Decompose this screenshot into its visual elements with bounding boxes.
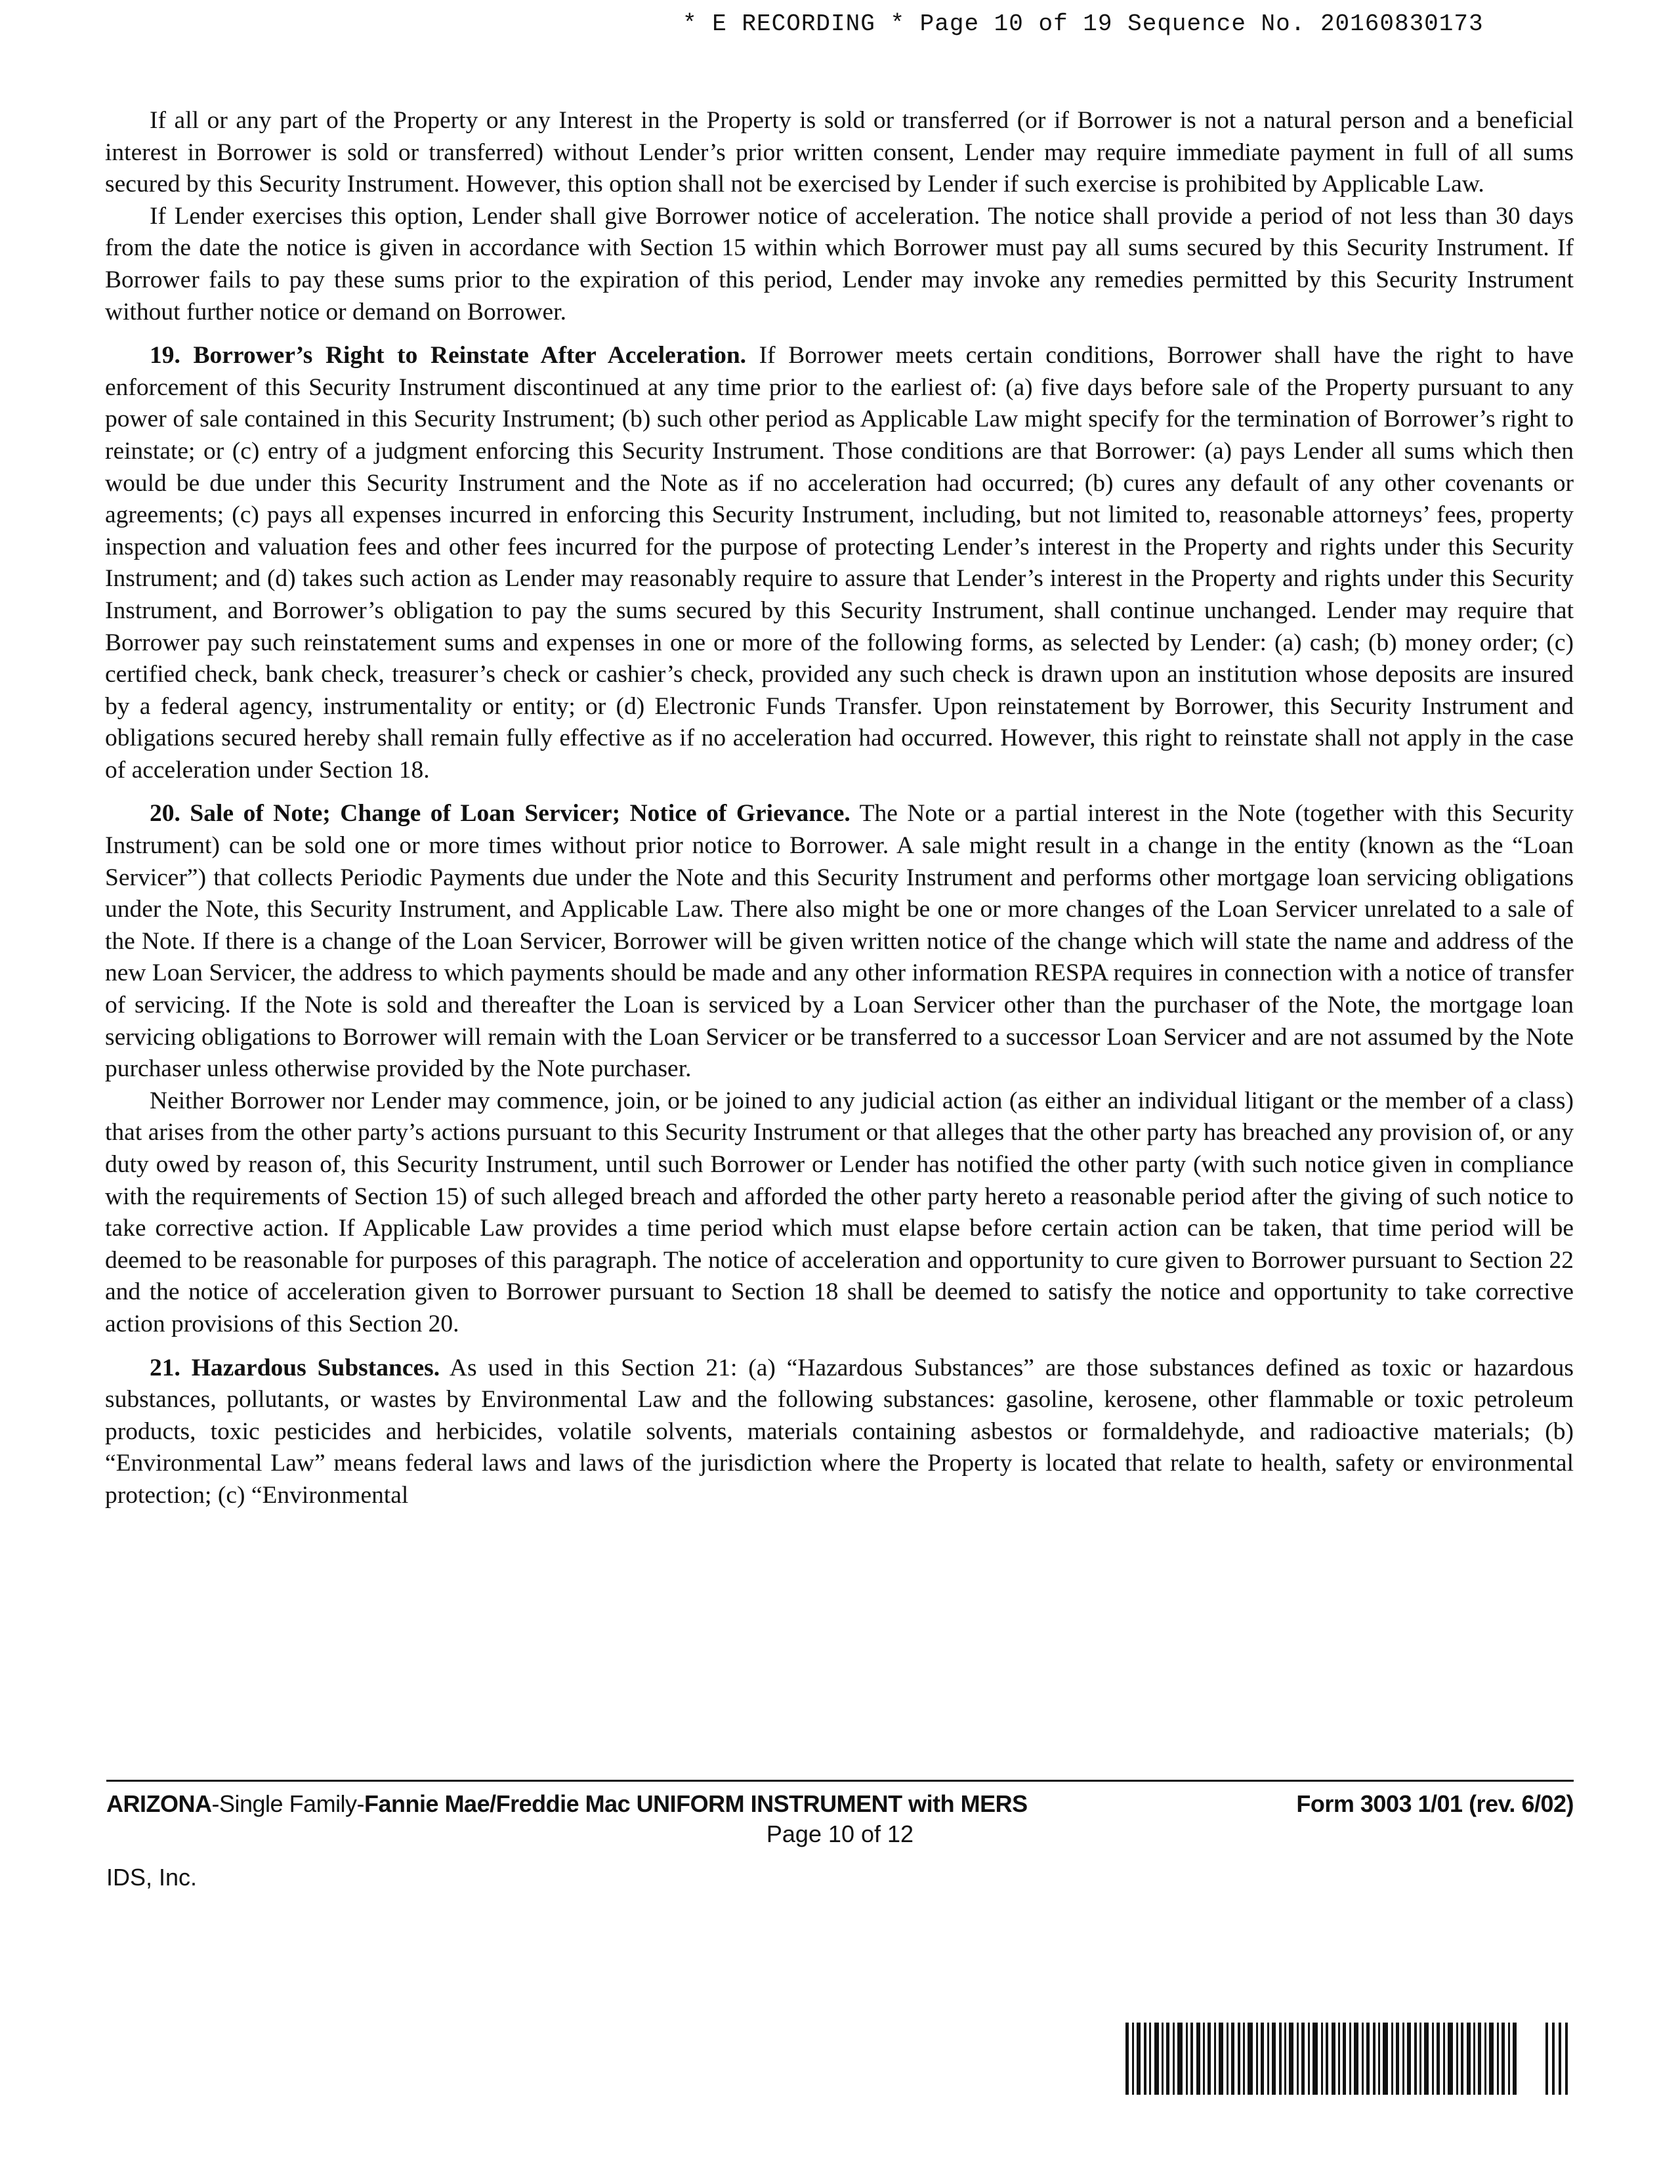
section-19-heading: 19. Borrower’s Right to Reinstate After Acceleration. [150,342,747,369]
section-20 [105,798,1574,1085]
recording-header: * E RECORDING * Page 10 of 19 Sequence No. 20160830173 [682,10,1484,37]
section-20-text: The Note or a partial interest in the Note (together with this Security Instrument) can be sold one or more times without prior notice to Borrower. A sale might result in a change in the entity (known as the “Loan Servicer”) that collects Periodic Payments due under the Note and this Security Instrument and performs other mortgage loan servicing obligations under the Note, this Security Instrument, and Applicable Law. There also might be one or more changes of the Loan Servicer unrelated to a sale of the Note. If there is a change of the Loan Servicer, Borrower will be given written notice of the change which will state the name and address of the new Loan Servicer, the address to which payments should be made and any other information RESPA requires in connection with a notice of transfer of servicing. If the Note is sold and thereafter the Loan is serviced by a Loan Servicer other than the purchaser of the Note, the mortgage loan servicing obligations to Borrower will remain with the Loan Servicer or be transferred to a successor Loan Servicer and are not assumed by the Note purchaser unless otherwise provided by the Note purchaser. [105,800,1574,1083]
footer-vendor: IDS, Inc. [106,1864,198,1891]
footer-form-number: Form 3003 1/01 (rev. 6/02) [1296,1790,1574,1817]
section-21-heading: 21. Hazardous Substances. [150,1354,440,1381]
section-18-paragraph-2: If Lender exercises this option, Lender shall give Borrower notice of acceleration. The notice shall provide a period of not less than 30 days from the date the notice is given in accordance with Section 15 within which Borrower must pay all sums secured by this Security Instrument. If Borrower fails to pay these sums prior to the expiration of this period, Lender may invoke any remedies permitted by this Security Instrument without further notice or demand on Borrower. [105,202,1574,326]
footer-divider [106,1780,1574,1782]
section-21-text: As used in this Section 21: (a) “Hazardous Substances” are those substances defined as toxic or hazardous substances, pollutants, or wastes by Environmental Law and the following substances: gasoline, kerosene, other flammable or toxic petroleum products, toxic pesticides and herbicides, volatile solvents, materials containing asbestos or formaldehyde, and radioactive materials; (b) “Environmental Law” means federal laws and laws of the jurisdiction where the Property is located that relate to health, safety or environmental protection; (c) “Environmental [105,1354,1574,1509]
barcode-image [1125,2023,1572,2095]
footer-state: ARIZONA [106,1790,212,1817]
section-19-text: If Borrower meets certain conditions, Borrower shall have the right to have enforcement of this Security Instrument discontinued at any time prior to the earliest of: (a) five days before sale of the Property pursuant to any power of sale contained in this Security Instrument; (b) such other period as Applicable Law might specify for the termination of Borrower’s right to reinstate; or (c) entry of a judgment enforcing this Security Instrument. Those conditions are that Borrower: (a) pays Lender all sums which then would be due under this Security Instrument and the Note as if no acceleration had occurred; (b) cures any default of any other covenants or agreements; (c) pays all expenses incurred in enforcing this Security Instrument, including, but not limited to, reasonable attorneys’ fees, property inspection and valuation fees and other fees incurred for the purpose of protecting Lender’s interest in the Property and rights under this Security Instrument; and (d) takes such action as Lender may reasonably require to assure that Lender’s interest in the Property and rights under this Security Instrument, and Borrower’s obligation to pay the sums secured by this Security Instrument, shall continue unchanged. Lender may require that Borrower pay such reinstatement sums and expenses in one or more of the following forms, as selected by Lender: (a) cash; (b) money order; (c) certified check, bank check, treasurer’s check or cashier’s check, provided any such check is drawn upon an institution whose deposits are insured by a federal agency, instrumentality or entity; or (d) Electronic Funds Transfer. Upon reinstatement by Borrower, this Security Instrument and obligations secured hereby shall remain fully effective as if no acceleration had occurred. However, this right to reinstate shall not apply in the case of acceleration under Section 18. [105,342,1574,784]
footer-page-number: Page 10 of 12 [766,1820,914,1847]
footer-instrument: Fannie Mae/Freddie Mac UNIFORM INSTRUMENT with MERS [364,1790,1028,1817]
section-21 [105,1353,1574,1512]
footer-form-title [106,1790,1028,1818]
section-19 [105,340,1574,786]
form-footer [106,1786,1574,1904]
document-body [105,105,1574,1512]
section-20-paragraph-2: Neither Borrower nor Lender may commence, join, or be joined to any judicial action (as either an individual litigant or the member of a class) that arises from the other party’s actions pursuant to this Security Instrument or that alleges that the other party has breached any provision of, or any duty owed by reason of, this Security Instrument, until such Borrower or Lender has notified the other party (with such notice given in compliance with the requirements of Section 15) of such alleged breach and afforded the other party hereto a reasonable period after the giving of such notice to take corrective action. If Applicable Law provides a time period which must elapse before certain action can be taken, that time period will be deemed to be reasonable for purposes of this paragraph. The notice of acceleration and opportunity to cure given to Borrower pursuant to Section 22 and the notice of acceleration given to Borrower pursuant to Section 18 shall be deemed to satisfy the notice and opportunity to take corrective action provisions of this Section 20. [105,1087,1574,1337]
footer-form-type: -Single Family- [211,1790,365,1817]
section-20-heading: 20. Sale of Note; Change of Loan Servicer; Notice of Grievance. [150,800,850,828]
section-18-paragraph-1: If all or any part of the Property or any Interest in the Property is sold or transferred (or if Borrower is not a natural person and a beneficial interest in Borrower is sold or transferred) without Lender’s prior written consent, Lender may require immediate payment in full of all sums secured by this Security Instrument. However, this option shall not be exercised by Lender if such exercise is prohibited by Applicable Law. [105,107,1574,198]
